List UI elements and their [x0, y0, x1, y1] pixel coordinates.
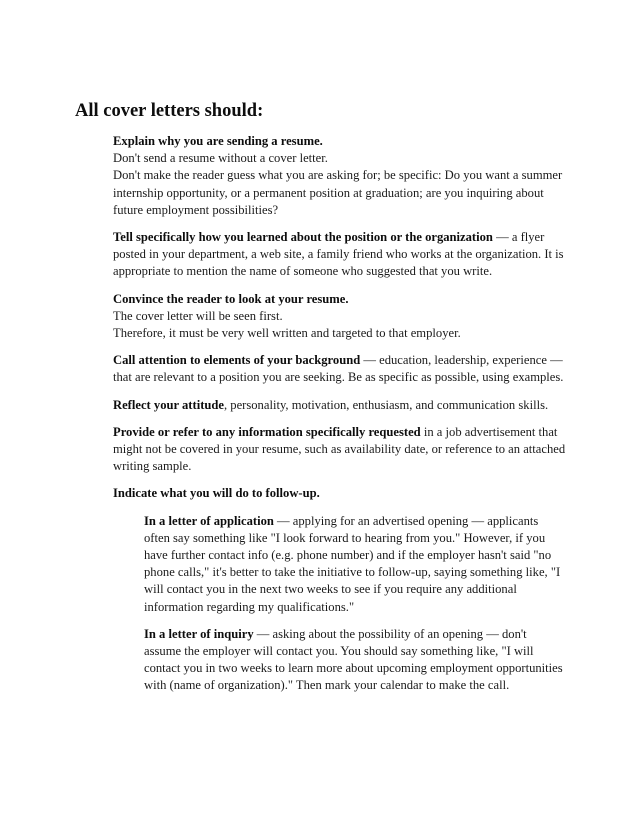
section-call-attention: [113, 352, 573, 386]
section-line: Therefore, it must be very well written and targeted to that employer.: [113, 326, 461, 341]
section-explain-why: [113, 133, 573, 219]
subsection-text: — asking about the possibility of an opening — don't assume the employer will contact you. You should say something like, "I will contact you in two weeks to learn more about upcoming employment opportunities with (name of organization)." Then mark your calendar to make the call.: [144, 626, 563, 693]
section-line: Don't make the reader guess what you are asking for; be specific: Do you want a summer internship opportunity, or a permanent position at graduation; are you inquiring about future employment possibilities?: [113, 168, 563, 217]
section-lead: Explain why you are sending a resume.: [113, 134, 323, 148]
section-tell-how: [113, 229, 573, 281]
section-convince-reader: [113, 291, 573, 343]
subsection-lead: In a letter of inquiry: [144, 626, 254, 641]
section-lead: Provide or refer to any information specifically requested: [113, 424, 421, 439]
section-reflect-attitude: [113, 397, 573, 414]
section-text: — a flyer posted in your department, a web site, a family friend who works at the organization. It is appropriate to mention the name of someone who suggested that you write.: [113, 230, 564, 279]
section-line: Don't send a resume without a cover letter.: [113, 151, 328, 166]
document-body: [113, 133, 573, 705]
section-lead: Indicate what you will do to follow-up.: [113, 486, 320, 501]
subsection-letter-of-inquiry: [144, 626, 564, 695]
subsection-text: — applying for an advertised opening — applicants often say something like "I look forward to hearing from you." However, if you have further contact info (e.g. phone number) and if the employer hasn't said "no phone calls," it's better to take the initiative to follow-up, saying something like, "I will contact you in the next two weeks to see if you require any additional information regarding my qualifications.": [144, 513, 561, 614]
subsection-letter-of-application: [144, 513, 564, 616]
section-lead: Reflect your attitude: [113, 397, 224, 412]
section-text: , personality, motivation, enthusiasm, and communication skills.: [223, 397, 549, 412]
section-lead: Tell specifically how you learned about the position or the organization: [113, 230, 493, 245]
follow-up-subsections: [144, 513, 564, 695]
section-lead: Call attention to elements of your background: [113, 353, 361, 368]
section-text: in a job advertisement that might not be covered in your resume, such as availability date, or reference to an attached writing sample.: [113, 424, 566, 474]
section-text: — education, leadership, experience — that are relevant to a position you are seeking. Be as specific as possible, using examples.: [113, 353, 564, 385]
section-lead: Convince the reader to look at your resume.: [113, 291, 349, 306]
subsection-lead: In a letter of application: [144, 513, 274, 528]
section-follow-up: [113, 485, 573, 694]
section-line: The cover letter will be seen first.: [113, 308, 283, 323]
section-provide-info: [113, 424, 573, 476]
page-heading: All cover letters should:: [75, 101, 264, 121]
